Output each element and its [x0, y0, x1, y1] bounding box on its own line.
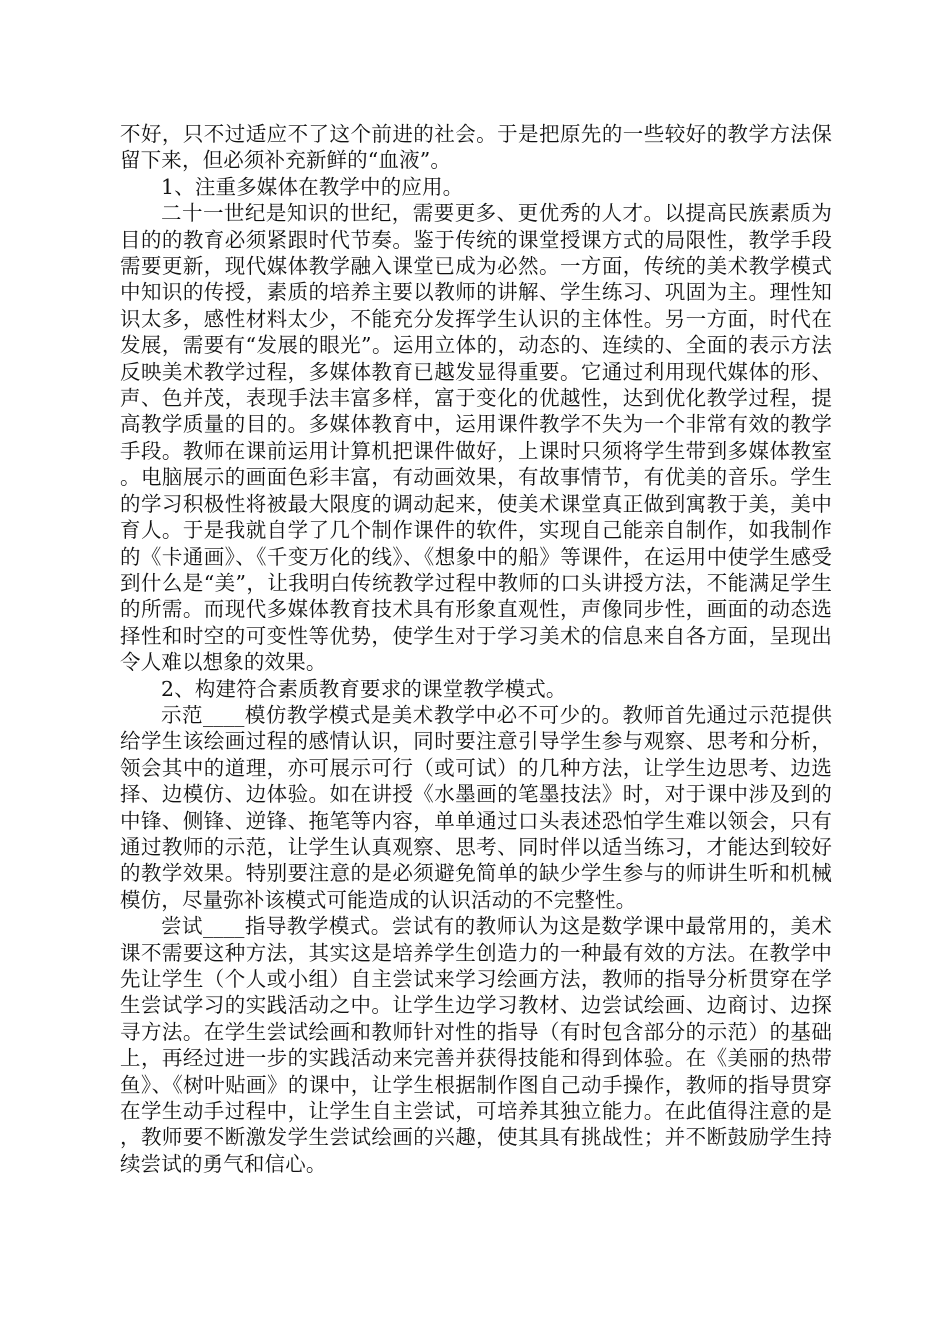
paragraph-multimedia-teaching: 二十一世纪是知识的世纪，需要更多、更优秀的人才。以提高民族素质为目的的教育必须紧跟时代节奏。鉴于传统的课堂授课方式的局限性，教学手段需要更新，现代媒体教学融入课堂已成为必然。一方面，传统的美术教学模式中知识的传授，素质的培养主要以教师的讲解、学生练习、巩固为主。理性知识太多，感性材料太少，不能充分发挥学生认识的主体性。另一方面，时代在发展，需要有“发展的眼光”。运用立体的，动态的、连续的、全面的表示方法反映美术教学过程，多媒体教育已越发显得重要。它通过利用现代媒体的形、声、色并茂，表现手法丰富多样，富于变化的优越性，达到优化教学过程，提高教学质量的目的。多媒体教育中，运用课件教学不失为一个非常有效的教学手段。教师在课前运用计算机把课件做好，上课时只须将学生带到多媒体教室。电脑展示的画面色彩丰富，有动画效果，有故事情节，有优美的音乐。学生的学习积极性将被最大限度的调动起来，使美术课堂真正做到寓教于美，美中育人。于是我就自学了几个制作课件的软件，实现自己能亲自制作，如我制作的《卡通画》、《千变万化的线》、《想象中的船》等课件，在运用中使学生感受到什么是“美”，让我明白传统教学过程中教师的口头讲授方法，不能满足学生的所需。而现代多媒体教育技术具有形象直观性，声像同步性，画面的动态选择性和时空的可变性等优势，使学生对于学习美术的信息来自各方面，呈现出令人难以想象的效果。	[120, 201, 832, 675]
document-body	[120, 121, 832, 1177]
section-heading-multimedia: 1、注重多媒体在教学中的应用。	[161, 174, 464, 199]
section-heading-teaching-mode: 2、构建符合素质教育要求的课堂教学模式。	[161, 676, 567, 701]
paragraph-demonstration-mode: 示范____模仿教学模式是美术教学中必不可少的。教师首先通过示范提供给学生该绘画过程的感情认识，同时要注意引导学生参与观察、思考和分析，领会其中的道理，亦可展示可行（或可试）的几种方法，让学生边思考、边选择、边模仿、边体验。如在讲授《水墨画的笔墨技法》时，对于课中涉及到的中锋、侧锋、逆锋、拖笔等内容，单单通过口头表述恐怕学生难以领会，只有通过教师的示范，让学生认真观察、思考、同时伴以适当练习，才能达到较好的教学效果。特别要注意的是必须避免简单的缺少学生参与的师讲生听和机械模仿，尽量弥补该模式可能造成的认识活动的不完整性。	[120, 702, 832, 912]
paragraph-trial-guidance-mode: 尝试____指导教学模式。尝试有的教师认为这是数学课中最常用的，美术课不需要这种方法，其实这是培养学生创造力的一种最有效的方法。在教学中先让学生（个人或小组）自主尝试来学习绘画方法，教师的指导分析贯穿在学生尝试学习的实践活动之中。让学生边学习教材、边尝试绘画、边商讨、边探寻方法。在学生尝试绘画和教师针对性的指导（有时包含部分的示范）的基础上，再经过进一步的实践活动来完善并获得技能和得到体验。在《美丽的热带鱼》、《树叶贴画》的课中，让学生根据制作图自己动手操作，教师的指导贯穿在学生动手过程中，让学生自主尝试，可培养其独立能力。在此值得注意的是，教师要不断激发学生尝试绘画的兴趣，使其具有挑战性；并不断鼓励学生持续尝试的勇气和信心。	[120, 914, 832, 1176]
paragraph-continuation: 不好，只不过适应不了这个前进的社会。于是把原先的一些较好的教学方法保留下来，但必须补充新鲜的“血液”。	[120, 122, 832, 173]
